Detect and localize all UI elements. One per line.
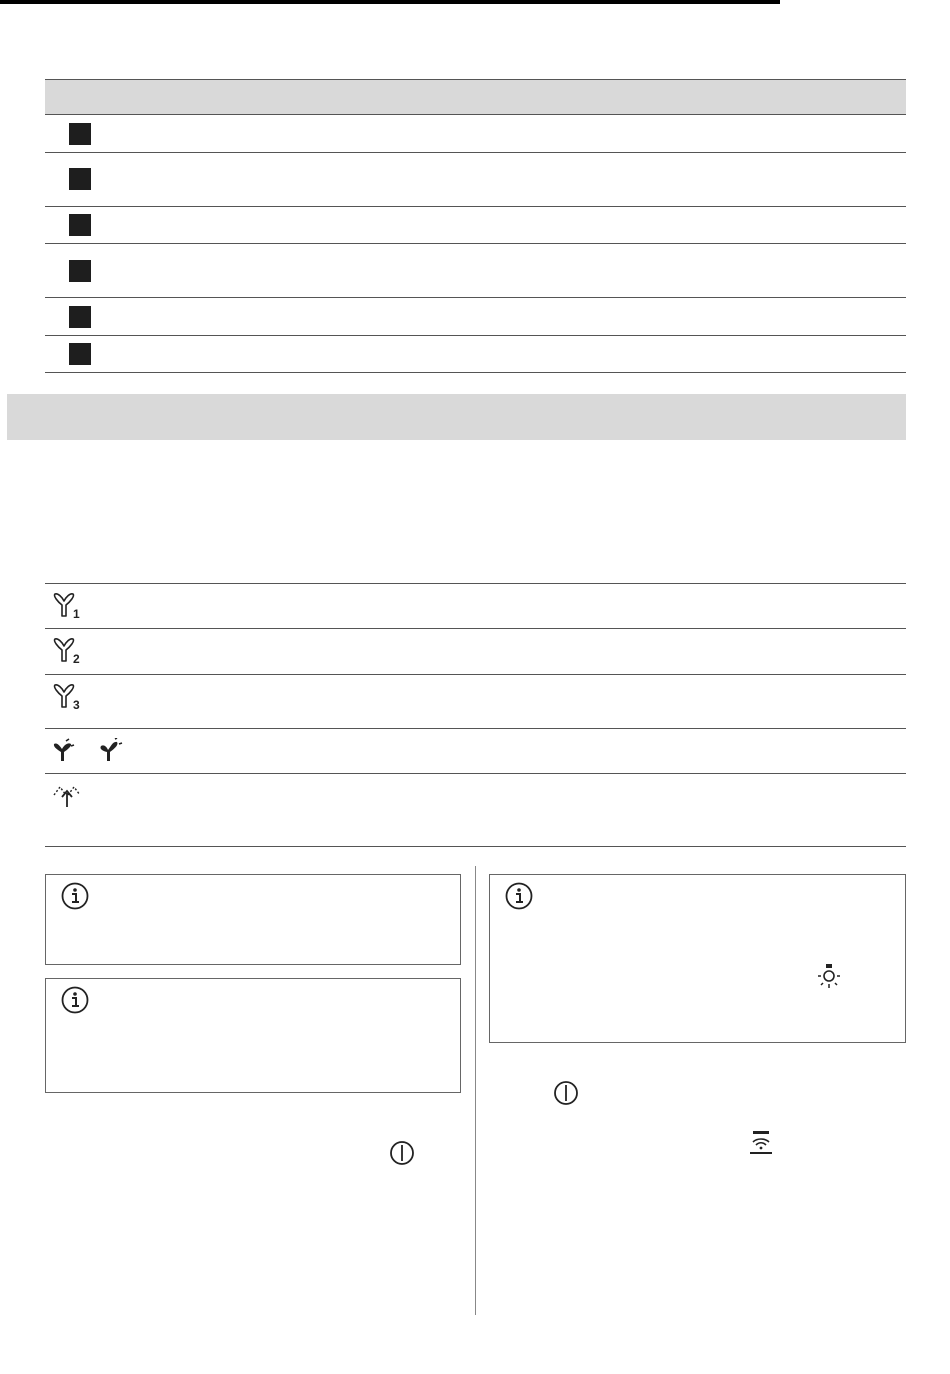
square-marker xyxy=(69,306,91,328)
square-marker xyxy=(69,123,91,145)
table-row xyxy=(45,153,906,207)
fan-level-label: 1 xyxy=(73,607,80,620)
table-row xyxy=(45,584,906,629)
info-icon xyxy=(504,881,534,911)
square-marker xyxy=(69,168,91,190)
boost-arrows-icon xyxy=(51,783,83,809)
info-icon xyxy=(60,881,90,911)
light-icon xyxy=(816,963,842,991)
fan-speed-3-icon xyxy=(52,683,82,711)
square-marker xyxy=(69,343,91,365)
fan-level-label: 2 xyxy=(73,652,80,665)
table-row xyxy=(45,115,906,153)
power-icon xyxy=(388,1139,416,1167)
fan-speed-1-icon xyxy=(52,592,82,620)
fan-animation-b-icon xyxy=(97,738,123,764)
info-icon xyxy=(60,985,90,1015)
table-row xyxy=(45,244,906,298)
fan-speed-2-icon xyxy=(52,637,82,665)
table-header xyxy=(45,79,906,115)
square-marker xyxy=(69,214,91,236)
fan-animation-a-icon xyxy=(51,738,77,764)
table-row xyxy=(45,207,906,244)
table-row xyxy=(45,629,906,675)
display-table xyxy=(45,79,906,373)
info-box xyxy=(489,874,906,1043)
hood-wifi-icon xyxy=(747,1130,775,1156)
symbol-table xyxy=(45,583,906,847)
table-row xyxy=(45,675,906,729)
table-row xyxy=(45,336,906,373)
info-box xyxy=(45,874,461,965)
top-rule xyxy=(0,0,780,4)
column-divider xyxy=(475,866,476,1315)
table-row xyxy=(45,774,906,847)
fan-level-label: 3 xyxy=(73,698,80,711)
square-marker xyxy=(69,260,91,282)
info-box xyxy=(45,978,461,1093)
table-row xyxy=(45,729,906,774)
section-heading-bar xyxy=(7,394,906,440)
table-row xyxy=(45,298,906,336)
power-icon xyxy=(552,1079,580,1107)
